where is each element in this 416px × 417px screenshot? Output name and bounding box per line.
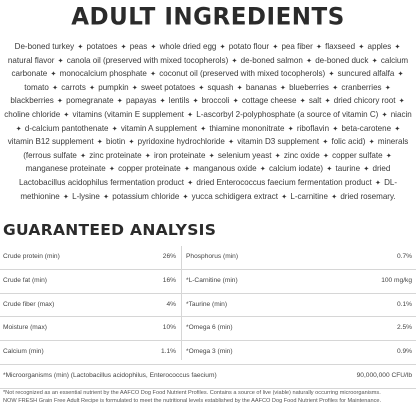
ingredient-item: de-boned duck bbox=[315, 55, 369, 65]
ingredient-item: tomato bbox=[24, 82, 49, 92]
star-separator-icon: ✦ bbox=[144, 152, 151, 160]
ingredient-item: dried chicory root bbox=[333, 96, 396, 106]
star-separator-icon: ✦ bbox=[259, 166, 266, 174]
page-title: ADULT INGREDIENTS bbox=[71, 3, 345, 31]
ingredient-item: riboflavin bbox=[296, 123, 330, 133]
ingredient-item: manganous oxide bbox=[193, 164, 257, 174]
star-separator-icon: ✦ bbox=[116, 98, 123, 106]
star-separator-icon: ✦ bbox=[274, 152, 281, 160]
nutrient-label: Crude fat (min) bbox=[3, 276, 47, 284]
ingredient-item: De-boned turkey bbox=[14, 42, 75, 51]
ingredient-item: zinc proteinate bbox=[89, 150, 142, 160]
star-separator-icon: ✦ bbox=[52, 84, 59, 92]
ingredient-item: vitamin B12 supplement bbox=[7, 137, 94, 147]
ingredient-item: lentils bbox=[168, 96, 190, 106]
star-separator-icon: ✦ bbox=[394, 44, 401, 51]
nutrient-label: *L-Carnitine (min) bbox=[186, 276, 238, 284]
ingredient-item: pyridoxine hydrochloride bbox=[137, 137, 225, 147]
ingredient-item: potato flour bbox=[228, 42, 270, 51]
star-separator-icon: ✦ bbox=[363, 166, 370, 174]
table-row-microorganisms bbox=[0, 365, 416, 389]
nutrient-label: *Taurine (min) bbox=[186, 300, 228, 308]
star-separator-icon: ✦ bbox=[187, 179, 194, 187]
star-separator-icon: ✦ bbox=[89, 84, 95, 92]
ingredient-item: pomegranate bbox=[66, 96, 114, 106]
star-separator-icon: ✦ bbox=[358, 44, 365, 51]
star-separator-icon: ✦ bbox=[57, 57, 64, 65]
star-separator-icon: ✦ bbox=[200, 125, 207, 133]
ingredient-item: blackberries bbox=[10, 96, 54, 106]
star-separator-icon: ✦ bbox=[15, 125, 22, 133]
nutrient-value: 0.1% bbox=[396, 300, 412, 308]
star-separator-icon: ✦ bbox=[324, 98, 331, 106]
star-separator-icon: ✦ bbox=[77, 44, 84, 51]
ingredients-list bbox=[3, 41, 413, 204]
nutrient-label: Crude protein (min) bbox=[3, 253, 60, 260]
star-separator-icon: ✦ bbox=[228, 139, 234, 147]
star-separator-icon: ✦ bbox=[326, 166, 333, 174]
ingredient-item: calcium iodate) bbox=[269, 164, 324, 174]
nutrient-label: *Omega 3 (min) bbox=[186, 348, 233, 356]
ingredient-item: d-calcium pantothenate bbox=[24, 123, 109, 133]
nutrient-value: 0.9% bbox=[396, 348, 412, 356]
ingredient-item: bananas bbox=[245, 82, 277, 92]
ingredient-item: taurine bbox=[335, 164, 361, 174]
ingredient-item: canola oil (preserved with mixed tocopherols) bbox=[66, 55, 229, 65]
nutrient-label: Crude fiber (max) bbox=[3, 300, 55, 308]
ingredient-item: selenium yeast bbox=[217, 150, 272, 160]
star-separator-icon: ✦ bbox=[385, 152, 392, 160]
column-divider bbox=[181, 246, 182, 360]
nutrient-label: Phosphorus (min) bbox=[186, 253, 239, 260]
nutrient-label: Calcium (min) bbox=[3, 348, 44, 356]
nutrient-label: Moisture (max) bbox=[3, 324, 47, 332]
table-row bbox=[0, 341, 416, 365]
footnote-line: NOW FRESH Grain Free Adult Recipe is formulated to meet the nutritional levels established by the AAFCO Dog Food Nutrient Profiles for Maintenance. bbox=[3, 398, 382, 405]
table-row bbox=[0, 317, 416, 341]
analysis-title: GUARANTEED ANALYSIS bbox=[3, 221, 217, 239]
star-separator-icon: ✦ bbox=[120, 44, 127, 51]
ingredient-item: cranberries bbox=[341, 82, 382, 92]
star-separator-icon: ✦ bbox=[374, 179, 381, 187]
ingredient-item: beta-carotene bbox=[341, 123, 392, 133]
ingredient-item: suncured alfalfa bbox=[337, 69, 395, 79]
star-separator-icon: ✦ bbox=[192, 98, 199, 106]
table-row bbox=[0, 270, 416, 294]
star-separator-icon: ✦ bbox=[331, 193, 338, 201]
star-separator-icon: ✦ bbox=[322, 139, 329, 147]
footnote bbox=[3, 389, 413, 406]
star-separator-icon: ✦ bbox=[57, 98, 63, 106]
ingredient-item: whole dried egg bbox=[159, 42, 217, 51]
nutrient-value: 100 mg/kg bbox=[381, 276, 412, 284]
ingredient-item: manganese proteinate bbox=[25, 164, 106, 174]
star-separator-icon: ✦ bbox=[231, 57, 238, 65]
table-row bbox=[0, 294, 416, 318]
star-separator-icon: ✦ bbox=[131, 84, 138, 92]
ingredient-item: blueberries bbox=[289, 82, 329, 92]
star-separator-icon: ✦ bbox=[368, 139, 375, 147]
star-separator-icon: ✦ bbox=[281, 193, 288, 201]
star-separator-icon: ✦ bbox=[111, 125, 118, 133]
ingredient-item: DL-methionine bbox=[20, 177, 398, 201]
ingredient-item: peas bbox=[129, 42, 148, 51]
ingredient-item: L-lysine bbox=[72, 191, 100, 201]
ingredient-item: papayas bbox=[125, 96, 157, 106]
ingredient-item: dried Enterococcus faecium fermentation product bbox=[196, 177, 372, 187]
ingredient-item: cottage cheese bbox=[241, 96, 297, 106]
ingredient-item: iron proteinate bbox=[154, 150, 206, 160]
ingredient-item: vitamins (vitamin E supplement bbox=[72, 109, 184, 119]
star-separator-icon: ✦ bbox=[332, 125, 339, 133]
star-separator-icon: ✦ bbox=[384, 84, 391, 92]
nutrient-value: 90,000,000 CFU/lb bbox=[356, 371, 412, 379]
nutrient-value: 16% bbox=[162, 276, 176, 284]
nutrient-value: 10% bbox=[162, 324, 176, 332]
star-separator-icon: ✦ bbox=[287, 125, 294, 133]
ingredient-item: copper sulfate bbox=[332, 150, 383, 160]
star-separator-icon: ✦ bbox=[299, 98, 306, 106]
ingredient-item: L-carnitine bbox=[290, 191, 328, 201]
ingredient-item: salt bbox=[308, 96, 322, 106]
ingredient-item: potatoes bbox=[86, 42, 118, 51]
star-separator-icon: ✦ bbox=[306, 57, 312, 65]
nutrient-label: *Omega 6 (min) bbox=[186, 324, 233, 332]
ingredient-item: coconut oil (preserved with mixed tocopherols) bbox=[159, 69, 326, 79]
ingredient-item: yucca schidigera extract bbox=[191, 191, 278, 201]
ingredient-item: squash bbox=[207, 82, 234, 92]
ingredient-item: natural flavor bbox=[7, 55, 55, 65]
star-separator-icon: ✦ bbox=[103, 193, 109, 201]
ingredient-item: monocalcium phosphate bbox=[59, 69, 147, 79]
star-separator-icon: ✦ bbox=[371, 57, 378, 65]
ingredient-item: broccoli bbox=[201, 96, 230, 106]
ingredient-item: vitamin D3 supplement bbox=[237, 137, 320, 147]
star-separator-icon: ✦ bbox=[150, 44, 157, 51]
ingredient-item: vitamin A supplement bbox=[120, 123, 197, 133]
star-separator-icon: ✦ bbox=[150, 71, 157, 79]
table-row bbox=[0, 246, 416, 270]
ingredient-item: carrots bbox=[61, 82, 86, 92]
star-separator-icon: ✦ bbox=[398, 98, 405, 106]
star-separator-icon: ✦ bbox=[328, 71, 335, 79]
star-separator-icon: ✦ bbox=[381, 111, 388, 119]
ingredient-item: apples bbox=[367, 42, 392, 51]
ingredient-item: choline chloride bbox=[4, 109, 61, 119]
star-separator-icon: ✦ bbox=[50, 71, 57, 79]
star-separator-icon: ✦ bbox=[232, 98, 239, 106]
star-separator-icon: ✦ bbox=[332, 84, 339, 92]
star-separator-icon: ✦ bbox=[183, 166, 190, 174]
star-separator-icon: ✦ bbox=[208, 152, 215, 160]
star-separator-icon: ✦ bbox=[128, 139, 135, 147]
ingredient-item: de-boned salmon bbox=[240, 55, 303, 65]
ingredient-item: zinc oxide bbox=[283, 150, 320, 160]
ingredient-item: dried Lactobacillus acidophilus fermentation product bbox=[18, 164, 391, 187]
star-separator-icon: ✦ bbox=[108, 166, 115, 174]
guaranteed-analysis-table bbox=[0, 246, 416, 389]
ingredient-item: L-ascorbyl 2-polyphosphate (a source of vitamin C) bbox=[196, 109, 379, 119]
star-separator-icon: ✦ bbox=[198, 84, 205, 92]
ingredient-item: minerals (ferrous sulfate bbox=[23, 137, 409, 160]
star-separator-icon: ✦ bbox=[159, 98, 166, 106]
ingredient-item: sweet potatoes bbox=[141, 82, 196, 92]
star-separator-icon: ✦ bbox=[236, 84, 243, 92]
ingredient-item: pea fiber bbox=[281, 42, 313, 51]
ingredient-item: niacin bbox=[390, 109, 412, 119]
star-separator-icon: ✦ bbox=[322, 152, 329, 160]
nutrient-value: 2.5% bbox=[396, 324, 412, 332]
star-separator-icon: ✦ bbox=[80, 152, 87, 160]
star-separator-icon: ✦ bbox=[394, 125, 401, 133]
star-separator-icon: ✦ bbox=[219, 44, 226, 51]
ingredient-item: potassium chloride bbox=[112, 191, 180, 201]
star-separator-icon: ✦ bbox=[96, 139, 103, 147]
nutrient-value: 1.1% bbox=[160, 348, 176, 356]
ingredient-item: thiamine mononitrate bbox=[209, 123, 285, 133]
star-separator-icon: ✦ bbox=[62, 193, 69, 201]
nutrient-value: 4% bbox=[166, 300, 176, 308]
star-separator-icon: ✦ bbox=[182, 193, 189, 201]
star-separator-icon: ✦ bbox=[63, 111, 70, 119]
ingredient-item: pumpkin bbox=[98, 82, 129, 92]
star-separator-icon: ✦ bbox=[280, 84, 286, 92]
nutrient-value: 0.7% bbox=[396, 253, 412, 260]
star-separator-icon: ✦ bbox=[316, 44, 322, 51]
nutrient-value: 26% bbox=[162, 253, 176, 260]
ingredient-item: calcium carbonate bbox=[11, 55, 409, 79]
star-separator-icon: ✦ bbox=[187, 111, 194, 119]
star-separator-icon: ✦ bbox=[272, 44, 279, 51]
ingredient-item: dried rosemary. bbox=[340, 191, 396, 201]
star-separator-icon: ✦ bbox=[397, 71, 404, 79]
ingredient-item: copper proteinate bbox=[118, 164, 181, 174]
ingredient-item: biotin bbox=[106, 137, 126, 147]
ingredient-item: flaxseed bbox=[325, 42, 356, 51]
ingredient-item: folic acid) bbox=[331, 137, 366, 147]
footnote-line: *Not recognized as an essential nutrient by the AAFCO Dog Food Nutrient Profiles. Contains a source of live (viable) naturally occurring microorganisms. bbox=[3, 390, 381, 396]
nutrient-label: *Microorganisms (min) (Lactobacillus acidophilus, Enterococcus faecium) bbox=[3, 371, 217, 379]
